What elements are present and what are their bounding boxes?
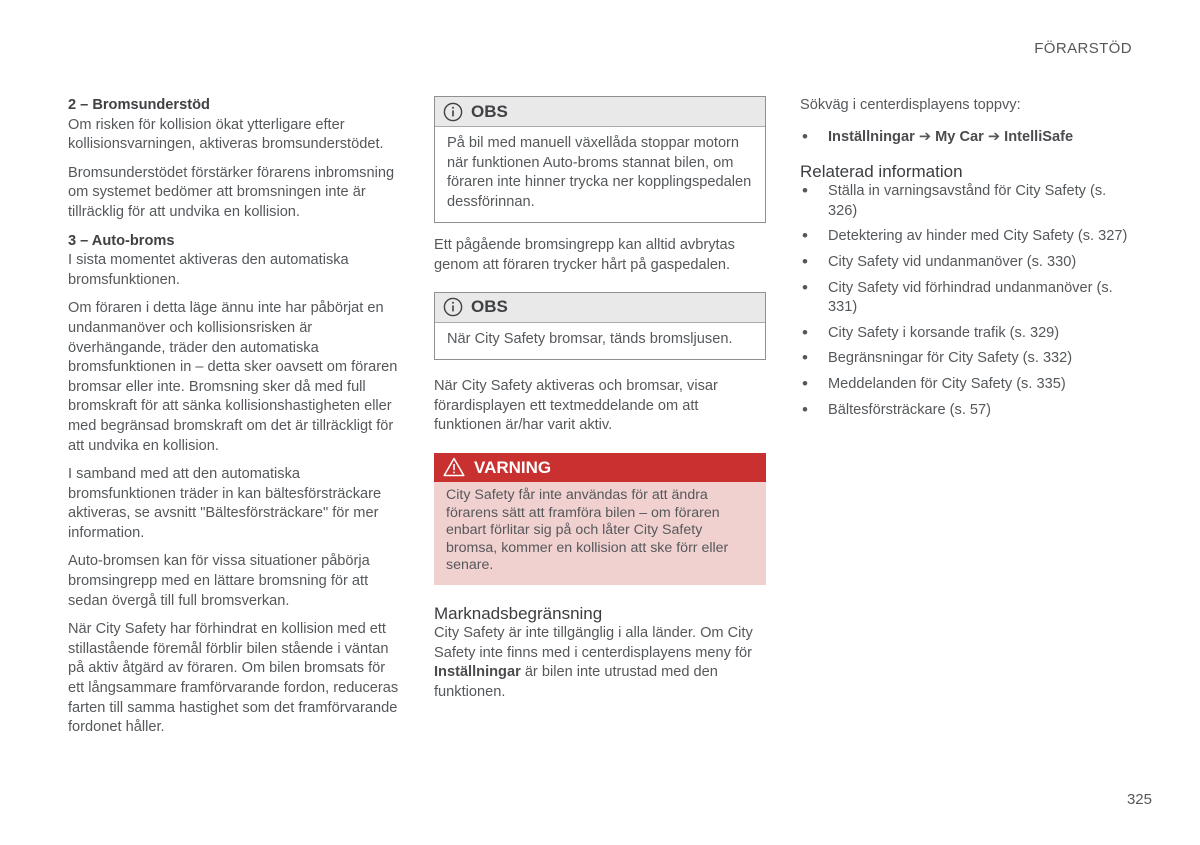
warning-label: VARNING xyxy=(474,457,552,477)
info-circle-icon xyxy=(443,297,463,317)
related-link[interactable]: • City Safety i korsande trafik (s. 329) xyxy=(800,324,1135,344)
warning-box xyxy=(434,453,766,585)
warning-box-title xyxy=(434,453,766,482)
column-right xyxy=(800,96,1135,426)
warning-text: City Safety får inte användas för att ändra förarens sätt att framföra bilen – om föraren enbart förlitar sig på och låter City Safety bromsa, kommer en kollision att ske förr eller senare. xyxy=(434,482,766,585)
obs-text: När City Safety bromsar, tänds bromsljusen. xyxy=(447,330,733,347)
obs-box-title xyxy=(435,97,765,127)
settings-menu-term: Inställningar xyxy=(434,664,521,681)
menu-path-step: My Car xyxy=(935,128,984,145)
menu-path-step: IntelliSafe xyxy=(1004,128,1074,145)
menu-path xyxy=(800,128,1135,148)
obs-box-brake-lights xyxy=(434,292,766,361)
heading-bromsunderstod: 2 – Bromsunderstöd xyxy=(68,97,210,113)
market-text-end: är bilen inte utrustad med den funktionen. xyxy=(434,664,718,700)
menu-path-intro: Sökväg i centerdisplayens toppvy: xyxy=(800,97,1021,113)
obs-text: På bil med manuell växellåda stoppar motorn när funktionen Auto-broms stannat bilen, om föraren inte hinner trycka ner kopplingspedalen dessförinnan. xyxy=(447,135,752,210)
arrow-right-icon: ➔ xyxy=(918,128,932,145)
heading-related-information: Relaterad information xyxy=(800,162,963,182)
paragraph: Om risken för kollision ökat ytterligare efter kollisionsvarningen, aktiveras bromsunderstödet. xyxy=(68,116,384,153)
obs-box-manual-gearbox xyxy=(434,96,766,223)
related-link[interactable]: • Detektering av hinder med City Safety (s. 327) xyxy=(800,227,1135,247)
related-link[interactable]: • City Safety vid förhindrad undanmanöver (s. 331) xyxy=(800,279,1135,318)
arrow-right-icon: ➔ xyxy=(987,128,1001,145)
obs-box-title xyxy=(435,293,765,323)
related-link[interactable]: • Ställa in varningsavstånd för City Safety (s. 326) xyxy=(800,182,1135,221)
heading-autobroms: 3 – Auto-broms xyxy=(68,232,175,249)
menu-path-step: Inställningar xyxy=(828,128,915,145)
info-circle-icon xyxy=(443,102,463,122)
obs-label: OBS xyxy=(471,297,508,317)
paragraph: När City Safety aktiveras och bromsar, visar förardisplayen ett textmeddelande om att funktionen är/har varit aktiv. xyxy=(434,378,718,434)
obs-label: OBS xyxy=(471,101,508,121)
related-link[interactable]: • Bältesförsträckare (s. 57) xyxy=(800,401,1135,421)
paragraph: Bromsunderstödet förstärker förarens inbromsning om systemet bedömer att bromsningen inte är tillräcklig för att undvika en kollision. xyxy=(68,164,395,220)
warning-triangle-icon xyxy=(443,457,465,477)
related-link[interactable]: • Meddelanden för City Safety (s. 335) xyxy=(800,375,1135,395)
menu-path-list xyxy=(800,128,1135,148)
paragraph: Auto-bromsen kan för vissa situationer påbörja bromsingrepp med en lättare bromsning för att sedan övergå till full bromsverkan. xyxy=(68,553,370,609)
column-middle xyxy=(434,96,766,711)
paragraph xyxy=(434,624,766,702)
paragraph: Om föraren i detta läge ännu inte har påbörjat en undanmanöver och kollisionsrisken är överhängande, träder den automatiska bromsfunktionen in – detta sker oavsett om föraren bromsar eller inte. Bromsning sker då med full bromskraft för att sänka kollisionshastigheten eller med begränsad bromskraft om det är tillräckligt för att undvika en kollision. xyxy=(68,300,398,454)
heading-market-restriction: Marknadsbegränsning xyxy=(434,603,603,623)
related-link[interactable]: • Begränsningar för City Safety (s. 332) xyxy=(800,349,1135,369)
related-link[interactable]: • City Safety vid undanmanöver (s. 330) xyxy=(800,253,1135,273)
page-number: 325 xyxy=(1126,791,1152,808)
market-text-start: City Safety är inte tillgänglig i alla länder. Om City Safety inte finns med i centerdisplayens meny för xyxy=(434,624,753,661)
paragraph: Ett pågående bromsingrepp kan alltid avbrytas genom att föraren trycker hårt på gaspedalen. xyxy=(434,237,735,273)
section-header: FÖRARSTÖD xyxy=(1034,40,1132,57)
paragraph: I sista momentet aktiveras den automatiska bromsfunktionen. xyxy=(68,252,349,288)
related-list xyxy=(800,182,1135,420)
paragraph: I samband med att den automatiska bromsfunktionen träder in kan bältesförsträckare aktiveras, se avsnitt "Bältesförsträckare" för mer information. xyxy=(68,466,382,541)
column-left xyxy=(68,96,402,747)
paragraph: När City Safety har förhindrat en kollision med ett stillastående föremål förblir bilen stående i väntan på aktiv åtgärd av föraren. Om bilen bromsats för ett långsammare framförvarande fordon, reduceras farten till samma hastighet som det framförvarande fordonet håller. xyxy=(68,621,399,736)
